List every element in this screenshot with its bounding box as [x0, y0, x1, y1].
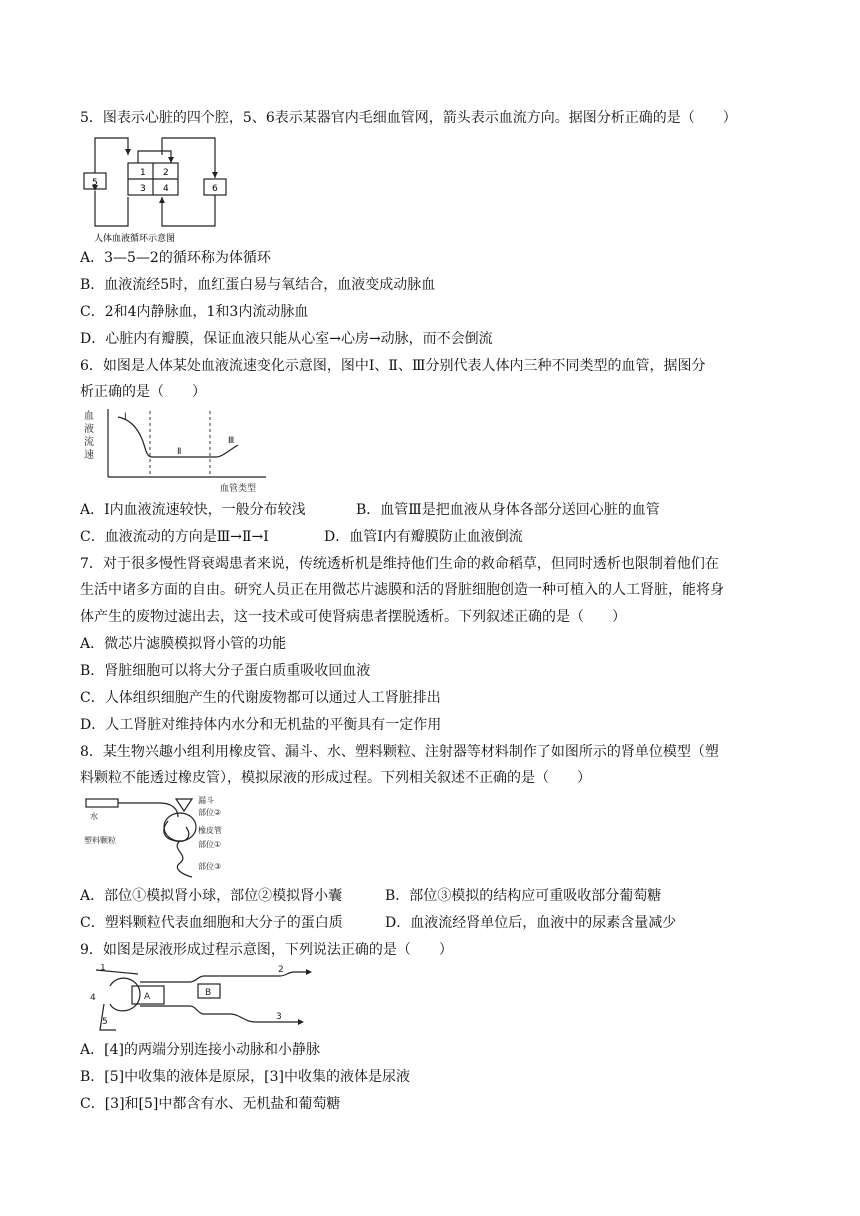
- q5-chamber-1: 1: [140, 168, 146, 178]
- q8-option-b: B．部位③模拟的结构应可重吸收部分葡萄糖: [385, 888, 662, 904]
- q6-option-a: A．Ⅰ内血液流速较快，一般分布较浅: [80, 502, 306, 518]
- q7-stem-line-3: 体产生的废物过滤出去，这一技术或可使肾病患者摆脱透析。下列叙述正确的是（ ）: [80, 609, 626, 625]
- q5-chamber-3: 3: [140, 184, 146, 194]
- q9-option-c: C．[3]和[5]中都含有水、无机盐和葡萄糖: [80, 1096, 341, 1112]
- q5-option-d: D．心脏内有瓣膜，保证血液只能从心室→心房→动脉，而不会倒流: [80, 331, 493, 347]
- q9-label-4: 4: [90, 993, 96, 1003]
- q9-label-5: 5: [102, 1017, 108, 1027]
- q5-figure-caption: 人体血液循环示意图: [94, 234, 176, 244]
- q8-label-funnel: 漏斗: [198, 796, 214, 805]
- q5-stem: 5．图表示心脏的四个腔，5、6表示某器官内毛细血管网，箭头表示血流方向。据图分析正确的是（ ）: [80, 110, 737, 126]
- q7-stem-line-2: 生活中诸多方面的自由。研究人员正在用微芯片滤膜和活的肾脏细胞创造一种可植入的人工肾脏，能将身: [80, 582, 724, 598]
- q7-option-c: C．人体组织细胞产生的代谢废物都可以通过人工肾脏排出: [80, 690, 441, 706]
- q6-label-ii: Ⅱ: [177, 447, 182, 457]
- q6-xlabel: 血管类型: [220, 484, 257, 494]
- q9-label-b: B: [205, 988, 212, 998]
- q7-option-d: D．人工肾脏对维持体内水分和无机盐的平衡具有一定作用: [80, 717, 442, 733]
- q8-label-rubber-tube: 橡皮管: [198, 826, 222, 835]
- q8-label-water: 水: [90, 812, 98, 821]
- q9-label-a: A: [144, 992, 151, 1002]
- q6-ylabel-1: 血: [84, 411, 94, 422]
- q5-chamber-2: 2: [163, 168, 169, 178]
- q8-label-plastic-particles: 塑料颗粒: [84, 836, 116, 845]
- q6-figure: [80, 405, 270, 495]
- q6-option-d: D．血管Ⅰ内有瓣膜防止血液倒流: [324, 529, 523, 545]
- q9-option-a: A．[4]的两端分别连接小动脉和小静脉: [80, 1042, 320, 1058]
- q9-option-b: B．[5]中收集的液体是原尿，[3]中收集的液体是尿液: [80, 1069, 410, 1085]
- q7-stem-line-1: 7．对于很多慢性肾衰竭患者来说，传统透析机是维持他们生命的救命稻草，但同时透析也限制着他们在: [80, 556, 719, 572]
- q8-option-a: A．部位①模拟肾小球，部位②模拟肾小囊: [80, 888, 343, 904]
- q9-figure: [80, 964, 320, 1034]
- q5-box-5: 5: [92, 178, 98, 188]
- q6-option-b: B．血管Ⅲ是把血液从身体各部分送回心脏的血管: [356, 502, 660, 518]
- q5-chamber-4: 4: [163, 184, 169, 194]
- q9-label-2: 2: [278, 965, 284, 975]
- q5-option-b: B．血液流经5时，血红蛋白易与氧结合，血液变成动脉血: [80, 277, 436, 293]
- q8-stem-line-1: 8．某生物兴趣小组利用橡皮管、漏斗、水、塑料颗粒、注射器等材料制作了如图所示的肾单位模型（塑: [80, 744, 719, 760]
- q8-label-part-3: 部位③: [198, 862, 222, 871]
- q8-figure: [80, 793, 228, 883]
- q7-option-b: B．肾脏细胞可以将大分子蛋白质重吸收回血液: [80, 663, 371, 679]
- q9-stem: 9．如图是尿液形成过程示意图，下列说法正确的是（ ）: [80, 942, 453, 958]
- q9-label-3: 3: [276, 1012, 282, 1022]
- q6-ylabel-2: 液: [84, 424, 94, 435]
- q5-figure: [80, 133, 230, 245]
- q6-ylabel-3: 流: [84, 437, 94, 448]
- q8-option-d: D．血液流经肾单位后，血液中的尿素含量减少: [385, 915, 677, 931]
- q5-option-c: C．2和4内静脉血，1和3内流动脉血: [80, 304, 309, 320]
- q8-stem-line-2: 料颗粒不能透过橡皮管），模拟尿液的形成过程。下列相关叙述不正确的是（ ）: [80, 770, 591, 786]
- q5-option-a: A．3—5—2的循环称为体循环: [80, 250, 271, 266]
- q9-label-1: 1: [100, 964, 106, 973]
- q6-label-i: Ⅰ: [124, 412, 127, 422]
- q8-label-part-1: 部位①: [198, 840, 222, 849]
- q6-stem-line-2: 析正确的是（ ）: [80, 384, 206, 400]
- q5-box-6: 6: [212, 184, 218, 194]
- q6-label-iii: Ⅲ: [228, 436, 235, 446]
- q7-option-a: A．微芯片滤膜模拟肾小管的功能: [80, 636, 287, 652]
- q6-ylabel-4: 速: [84, 450, 94, 461]
- q8-option-c: C．塑料颗粒代表血细胞和大分子的蛋白质: [80, 915, 343, 931]
- q6-stem-line-1: 6．如图是人体某处血液流速变化示意图，图中Ⅰ、Ⅱ、Ⅲ分别代表人体内三种不同类型的血管，据图分: [80, 358, 706, 374]
- q6-option-c: C．血液流动的方向是Ⅲ→Ⅱ→Ⅰ: [80, 529, 269, 545]
- q8-label-part-2: 部位②: [198, 808, 222, 817]
